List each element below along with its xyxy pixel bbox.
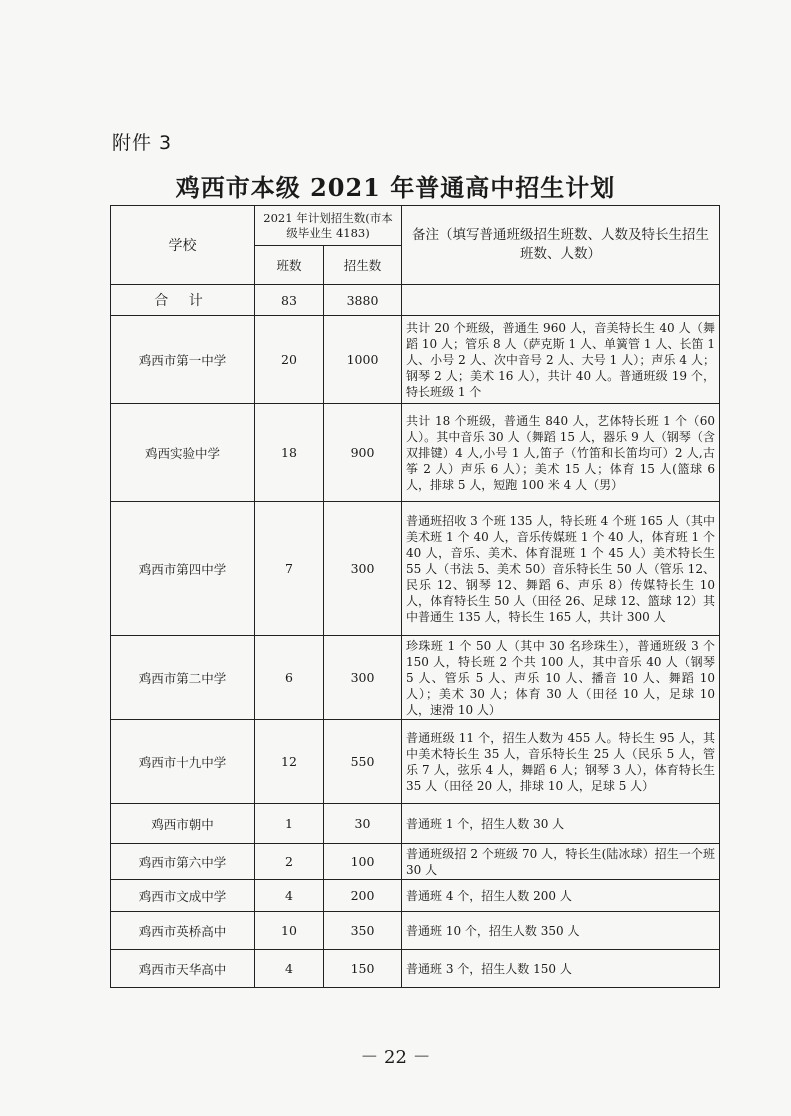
school-name: 鸡西市第六中学 bbox=[111, 844, 255, 880]
enrollment-plan-table bbox=[110, 205, 720, 988]
table-row bbox=[111, 636, 720, 720]
school-name: 鸡西市十九中学 bbox=[111, 720, 255, 804]
header-classes: 班数 bbox=[255, 246, 324, 285]
table-row bbox=[111, 804, 720, 844]
header-students: 招生数 bbox=[324, 246, 402, 285]
student-count: 300 bbox=[324, 502, 402, 636]
header-row bbox=[111, 206, 720, 246]
class-count: 1 bbox=[255, 804, 324, 844]
school-name: 鸡西市天华高中 bbox=[111, 950, 255, 988]
header-plan: 2021 年计划招生数(市本级毕业生 4183) bbox=[255, 206, 402, 246]
student-count: 200 bbox=[324, 880, 402, 912]
table-row bbox=[111, 844, 720, 880]
school-name: 鸡西市文成中学 bbox=[111, 880, 255, 912]
remarks: 普通班 4 个，招生人数 200 人 bbox=[402, 880, 720, 912]
table-row bbox=[111, 720, 720, 804]
class-count: 12 bbox=[255, 720, 324, 804]
table-row bbox=[111, 912, 720, 950]
remarks: 共计 20 个班级，普通生 960 人，音美特长生 40 人（舞蹈 10 人；管乐 8 人（萨克斯 1 人、单簧管 1 人、长笛 1 人、小号 2 人、次中音号 2 人、大号 1 人）；声乐 4 人；钢琴 2 人；美术 16 人），共计 40 人。普通班级 19 个，特长班级 1 个 bbox=[402, 316, 720, 404]
student-count: 30 bbox=[324, 804, 402, 844]
school-name: 鸡西实验中学 bbox=[111, 404, 255, 502]
remarks: 普通班级招 2 个班级 70 人，特长生(陆冰球）招生一个班 30 人 bbox=[402, 844, 720, 880]
class-count: 18 bbox=[255, 404, 324, 502]
header-note: 备注（填写普通班级招生班数、人数及特长生招生班数、人数） bbox=[402, 206, 720, 285]
student-count: 350 bbox=[324, 912, 402, 950]
student-count: 300 bbox=[324, 636, 402, 720]
total-students: 3880 bbox=[324, 285, 402, 316]
class-count: 10 bbox=[255, 912, 324, 950]
table-row bbox=[111, 316, 720, 404]
total-row bbox=[111, 285, 720, 316]
student-count: 150 bbox=[324, 950, 402, 988]
remarks: 普通班 3 个，招生人数 150 人 bbox=[402, 950, 720, 988]
remarks: 普通班 1 个，招生人数 30 人 bbox=[402, 804, 720, 844]
table-row bbox=[111, 880, 720, 912]
student-count: 1000 bbox=[324, 316, 402, 404]
header-school: 学校 bbox=[111, 206, 255, 285]
remarks: 普通班招收 3 个班 135 人，特长班 4 个班 165 人（其中美术班 1 个 40 人，音乐传媒班 1 个 40 人，体育班 1 个 40 人，音乐、美术、体育混班 1 个 45 人）美术特长生 55 人（书法 5、美术 50）音乐特长生 50 人（管乐 12、民乐 12、钢琴 12、舞蹈 6、声乐 8）传媒特长生 10 人，体育特长生 50 人（田径 26、足球 12、篮球 12）其中普通生 135 人，特长生 165 人，共计 300 人 bbox=[402, 502, 720, 636]
school-name: 鸡西市英桥高中 bbox=[111, 912, 255, 950]
remarks: 普通班 10 个，招生人数 350 人 bbox=[402, 912, 720, 950]
document-title: 鸡西市本级 2021 年普通高中招生计划 bbox=[175, 173, 616, 202]
student-count: 100 bbox=[324, 844, 402, 880]
table-row bbox=[111, 950, 720, 988]
remarks: 普通班级 11 个，招生人数为 455 人。特长生 95 人，其中美术特长生 35 人，音乐特长生 25 人（民乐 5 人，管乐 7 人，弦乐 4 人，舞蹈 6 人；钢琴 3 人），体育特长生 35 人（田径 20 人，排球 10 人，足球 5 人） bbox=[402, 720, 720, 804]
class-count: 4 bbox=[255, 880, 324, 912]
total-classes: 83 bbox=[255, 285, 324, 316]
class-count: 6 bbox=[255, 636, 324, 720]
table-row bbox=[111, 404, 720, 502]
remarks: 共计 18 个班级，普通生 840 人，艺体特长班 1 个（60 人）。其中音乐 30 人（舞蹈 15 人，器乐 9 人（钢琴（含双排键）4 人,小号 1 人,笛子（竹笛和长笛均可）2 人,古筝 2 人）声乐 6 人）；美术 15 人；体育 15 人(篮球 6 人，排球 5 人，短跑 100 米 4 人（男） bbox=[402, 404, 720, 502]
class-count: 20 bbox=[255, 316, 324, 404]
student-count: 900 bbox=[324, 404, 402, 502]
remarks: 珍珠班 1 个 50 人（其中 30 名珍珠生），普通班级 3 个 150 人，特长班 2 个共 100 人，其中音乐 40 人（钢琴 5 人、管乐 5 人、声乐 10 人、播音 10 人、舞蹈 10 人）；美术 30 人；体育 30 人（田径 10 人，足球 10 人，速滑 10 人） bbox=[402, 636, 720, 720]
school-name: 鸡西市朝中 bbox=[111, 804, 255, 844]
school-name: 鸡西市第四中学 bbox=[111, 502, 255, 636]
table-row bbox=[111, 502, 720, 636]
total-note bbox=[402, 285, 720, 316]
attachment-label: 附件 3 bbox=[112, 132, 173, 154]
page-number: － 22 － bbox=[360, 1047, 431, 1068]
class-count: 2 bbox=[255, 844, 324, 880]
total-label: 合 计 bbox=[111, 285, 255, 316]
student-count: 550 bbox=[324, 720, 402, 804]
school-name: 鸡西市第一中学 bbox=[111, 316, 255, 404]
school-name: 鸡西市第二中学 bbox=[111, 636, 255, 720]
class-count: 4 bbox=[255, 950, 324, 988]
class-count: 7 bbox=[255, 502, 324, 636]
